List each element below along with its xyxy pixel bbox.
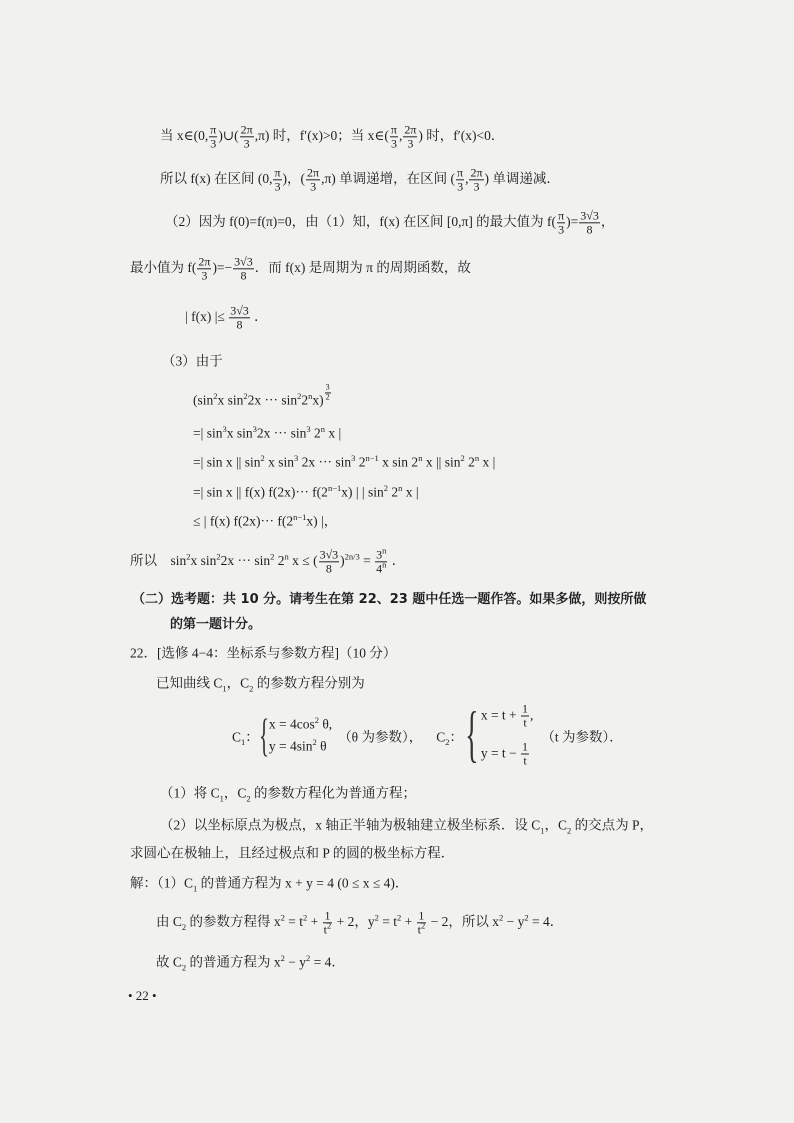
page-number: • 22 • bbox=[128, 987, 157, 1003]
monotonic-intervals-line: 所以 f(x) 在区间 (0, $\frac{\pi}{3}$ )，( $\frac{2\pi}{3}$ ,π) 单调递增，在区间 ( $\frac{\pi}{3}$ , $\frac{2\pi}{3}$ ) 单调递减． bbox=[160, 165, 560, 194]
brace-icon: { bbox=[258, 709, 269, 761]
c2-y-equation: y = t − $\frac{1}{t}$ bbox=[480, 739, 529, 768]
derivation-step-2: =| $\sin^3x$ $\sin^32x$ ··· $\sin^3 2^n$ x | bbox=[193, 424, 342, 441]
question-22-title: 22．[选修 4−4：坐标系与参数方程]（10 分） bbox=[130, 645, 397, 661]
bound-inequality: | f(x) |≤ $\frac{3√3}{8}$ ． bbox=[185, 303, 268, 332]
c2-equation-system bbox=[436, 700, 623, 771]
c2-parameter-note: （t 为参数）． bbox=[541, 729, 623, 744]
solution-c2-derivation: 由 $C_2$ 的参数方程得 $x^2 = t^2$ + $\frac{1}{t^2}$ + 2，$y^2 = t^2$ + $\frac{1}{t^2}$ − 2，所以 $x^2 - y^2 = 4$． bbox=[156, 908, 564, 937]
c2-label: $C_2$： bbox=[436, 729, 464, 747]
part2-max-line: （2）因为 f(0)=f(π)=0，由（1）知，f(x) 在区间 [0,π] 的最大值为 f( $\frac{\pi}{3}$ )= $\frac{3√3}{8}$ ， bbox=[165, 208, 615, 237]
solution-c1: 解：$(1)C_1$ 的普通方程为 x + y = 4 (0 ≤ x ≤ 4)． bbox=[130, 875, 409, 894]
solution-c2-result: 故 $C_2$ 的普通方程为 $x^2 - y^2 = 4$． bbox=[156, 953, 345, 973]
derivation-step-4: =| sin x || f(x) $f(2x)\cdot\cdot\cdot f(2^{n-1}x)$ | | $\sin^2 2^n$ x | bbox=[193, 483, 419, 500]
c1-x-equation: $x = 4\cos^2$ θ, bbox=[268, 714, 333, 731]
derivation-step-3: =| sin x || $\sin^2 x$ $\sin^3 2x$ ··· $\sin^3 2^{n-1}$ x sin 2$^n$ x || $\sin^2 2^n$ x | bbox=[193, 453, 496, 470]
derivation-step-1: ($\sin^2x$ $\sin^22x$ ··· $\sin^22^nx$) $^{\frac{3}{2}}$ bbox=[193, 382, 330, 408]
c2-x-equation: x = t + $\frac{1}{t}$ , bbox=[480, 701, 534, 730]
c1-label: $C_1$： bbox=[232, 729, 259, 747]
part2-min-line: 最小值为 f( $\frac{2\pi}{3}$ )=− $\frac{3√3}{8}$ ．而 f(x) 是周期为 π 的周期函数，故 bbox=[130, 254, 471, 283]
question-22-intro: 已知曲线 $C_1$，$C_2$ 的参数方程分别为 bbox=[156, 675, 365, 694]
c1-parameter-note: （θ 为参数）， bbox=[338, 729, 423, 744]
question-22-part1: （1）将 $C_1$，$C_2$ 的参数方程化为普通方程； bbox=[160, 785, 417, 804]
derivation-step-5: ≤ | f(x) $f(2x)\cdot\cdot\cdot f(2^{n-1}x)$ |， bbox=[193, 512, 338, 529]
question-22-part2-cont: 求圆心在极轴上，且经过极点和 P 的圆的极坐标方程． bbox=[130, 845, 455, 861]
c1-y-equation: $y = 4\sin^2$ θ bbox=[268, 736, 327, 753]
c1-equation-system bbox=[232, 709, 422, 762]
parametric-equations-row bbox=[232, 700, 623, 771]
derivative-sign-line: 当 x∈(0, $\frac{\pi}{3}$ )∪( $\frac{2\pi}{3}$ ,π) 时，f′(x)>0；当 x∈( $\frac{\pi}{3}$ , $\frac{2\pi}{3}$ ) 时，f′(x)<0． bbox=[160, 122, 505, 151]
part3-conclusion: 所以 $\sin^2x$ $\sin^22x$ ··· $\sin^2 2^n$ x ≤ ( $\frac{3√3}{8}$ )$^{2n/3}$ = $\frac{3^n}{4^n}$ ． bbox=[130, 545, 406, 576]
section-elective-heading-cont: 的第一题计分。 bbox=[170, 616, 262, 632]
section-elective-heading: （二）选考题：共 10 分。请考生在第 22、23 题中任选一题作答。如果多做，则按所做 bbox=[132, 591, 647, 607]
question-22-part2: （2）以坐标原点为极点，x 轴正半轴为极轴建立极坐标系．设 $C_1$，$C_2$ 的交点为 P， bbox=[160, 817, 654, 836]
part3-heading: （3）由于 bbox=[162, 353, 223, 369]
brace-icon: { bbox=[465, 700, 479, 769]
